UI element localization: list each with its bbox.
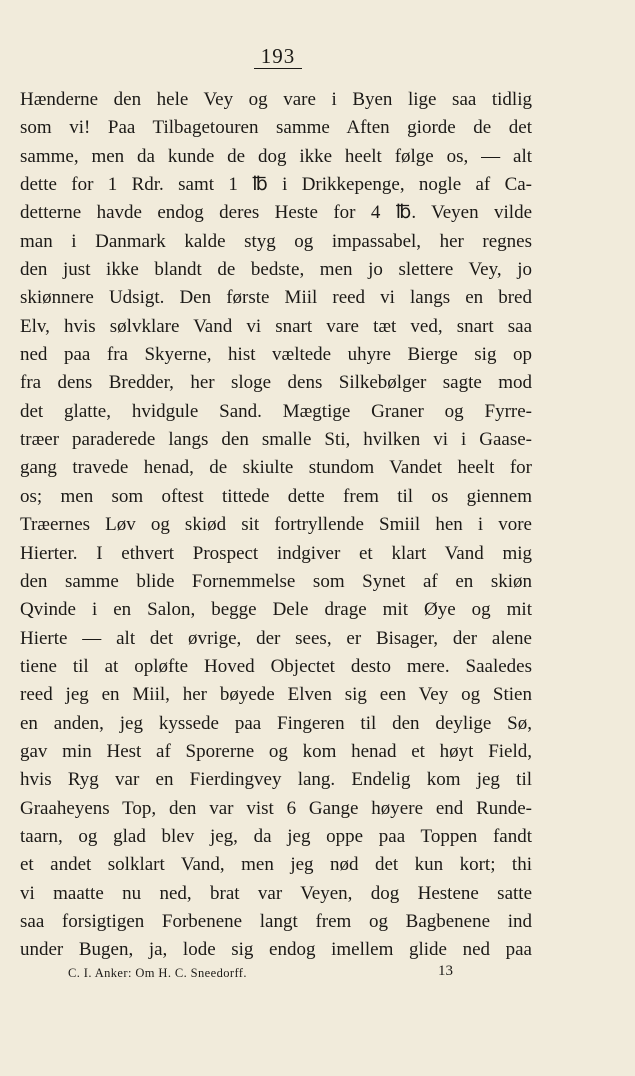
text-line: ned paa fra Skyerne, hist væltede uhyre Bierge sig op <box>20 344 532 366</box>
text-line: et andet solklart Vand, men jeg nød det kun kort; thi <box>20 854 532 876</box>
text-line: under Bugen, ja, lode sig endog imellem glide ned paa <box>20 939 532 961</box>
text-line: Hierte — alt det øvrige, der sees, er Bisager, der alene <box>20 627 532 649</box>
text-line: træer paraderede langs den smalle Sti, hvilken vi i Gaase- <box>20 429 532 451</box>
text-line: taarn, og glad blev jeg, da jeg oppe paa Toppen fandt <box>20 825 532 847</box>
text-line: skiønnere Udsigt. Den første Miil reed vi langs en bred <box>20 287 532 309</box>
text-line: den just ikke blandt de bedste, men jo slettere Vey, jo <box>20 259 532 281</box>
text-line: saa forsigtigen Forbenene langt frem og Bagbenene ind <box>20 910 532 932</box>
sheet-mark: 13 <box>438 963 453 979</box>
text-line: som vi! Paa Tilbagetouren samme Aften giorde de det <box>20 117 532 139</box>
text-line: fra dens Bredder, her sloge dens Silkebølger sagte mod <box>20 372 532 394</box>
text-line: man i Danmark kalde styg og impassabel, her regnes <box>20 230 532 252</box>
text-line: reed jeg en Miil, her bøyede Elven sig een Vey og Stien <box>20 684 532 706</box>
text-line: detterne havde endog deres Heste for 4 ℔. Veyen vilde <box>20 202 532 224</box>
text-line: den samme blide Fornemmelse som Synet af en skiøn <box>20 570 532 592</box>
body-text <box>20 86 532 965</box>
text-line: hvis Ryg var en Fierdingvey lang. Endelig kom jeg til <box>20 769 532 791</box>
page-footer <box>20 962 532 984</box>
text-line: en anden, jeg kyssede paa Fingeren til den deylige Sø, <box>20 712 532 734</box>
text-line: vi maatte nu ned, brat var Veyen, dog Hestene satte <box>20 882 532 904</box>
text-line: dette for 1 Rdr. samt 1 ℔ i Drikkepenge, nogle af Ca- <box>20 174 532 196</box>
text-line: gav min Hest af Sporerne og kom henad et høyt Field, <box>20 740 532 762</box>
text-line: tiene til at opløfte Hoved Objectet desto mere. Saaledes <box>20 655 532 677</box>
text-line: Graaheyens Top, den var vist 6 Gange høyere end Runde- <box>20 797 532 819</box>
text-line: gang travede henad, de skiulte stundom Vandet heelt for <box>20 457 532 479</box>
text-line: os; men som oftest tittede dette frem til os giennem <box>20 485 532 507</box>
text-line: Hænderne den hele Vey og vare i Byen lige saa tidlig <box>20 89 532 110</box>
signature-line: C. I. Anker: Om H. C. Sneedorff. <box>68 966 247 980</box>
text-line: Hierter. I ethvert Prospect indgiver et klart Vand mig <box>20 542 532 564</box>
text-line: Elv, hvis sølvklare Vand vi snart vare tæt ved, snart saa <box>20 315 532 337</box>
text-line: Qvinde i en Salon, begge Dele drage mit Øye og mit <box>20 599 532 621</box>
text-line: det glatte, hvidgule Sand. Mægtige Graner og Fyrre- <box>20 400 532 422</box>
text-line: Træernes Løv og skiød sit fortryllende Smiil hen i vore <box>20 514 532 536</box>
page-number: 193 <box>254 44 302 69</box>
text-line: samme, men da kunde de dog ikke heelt følge os, — alt <box>20 145 532 167</box>
